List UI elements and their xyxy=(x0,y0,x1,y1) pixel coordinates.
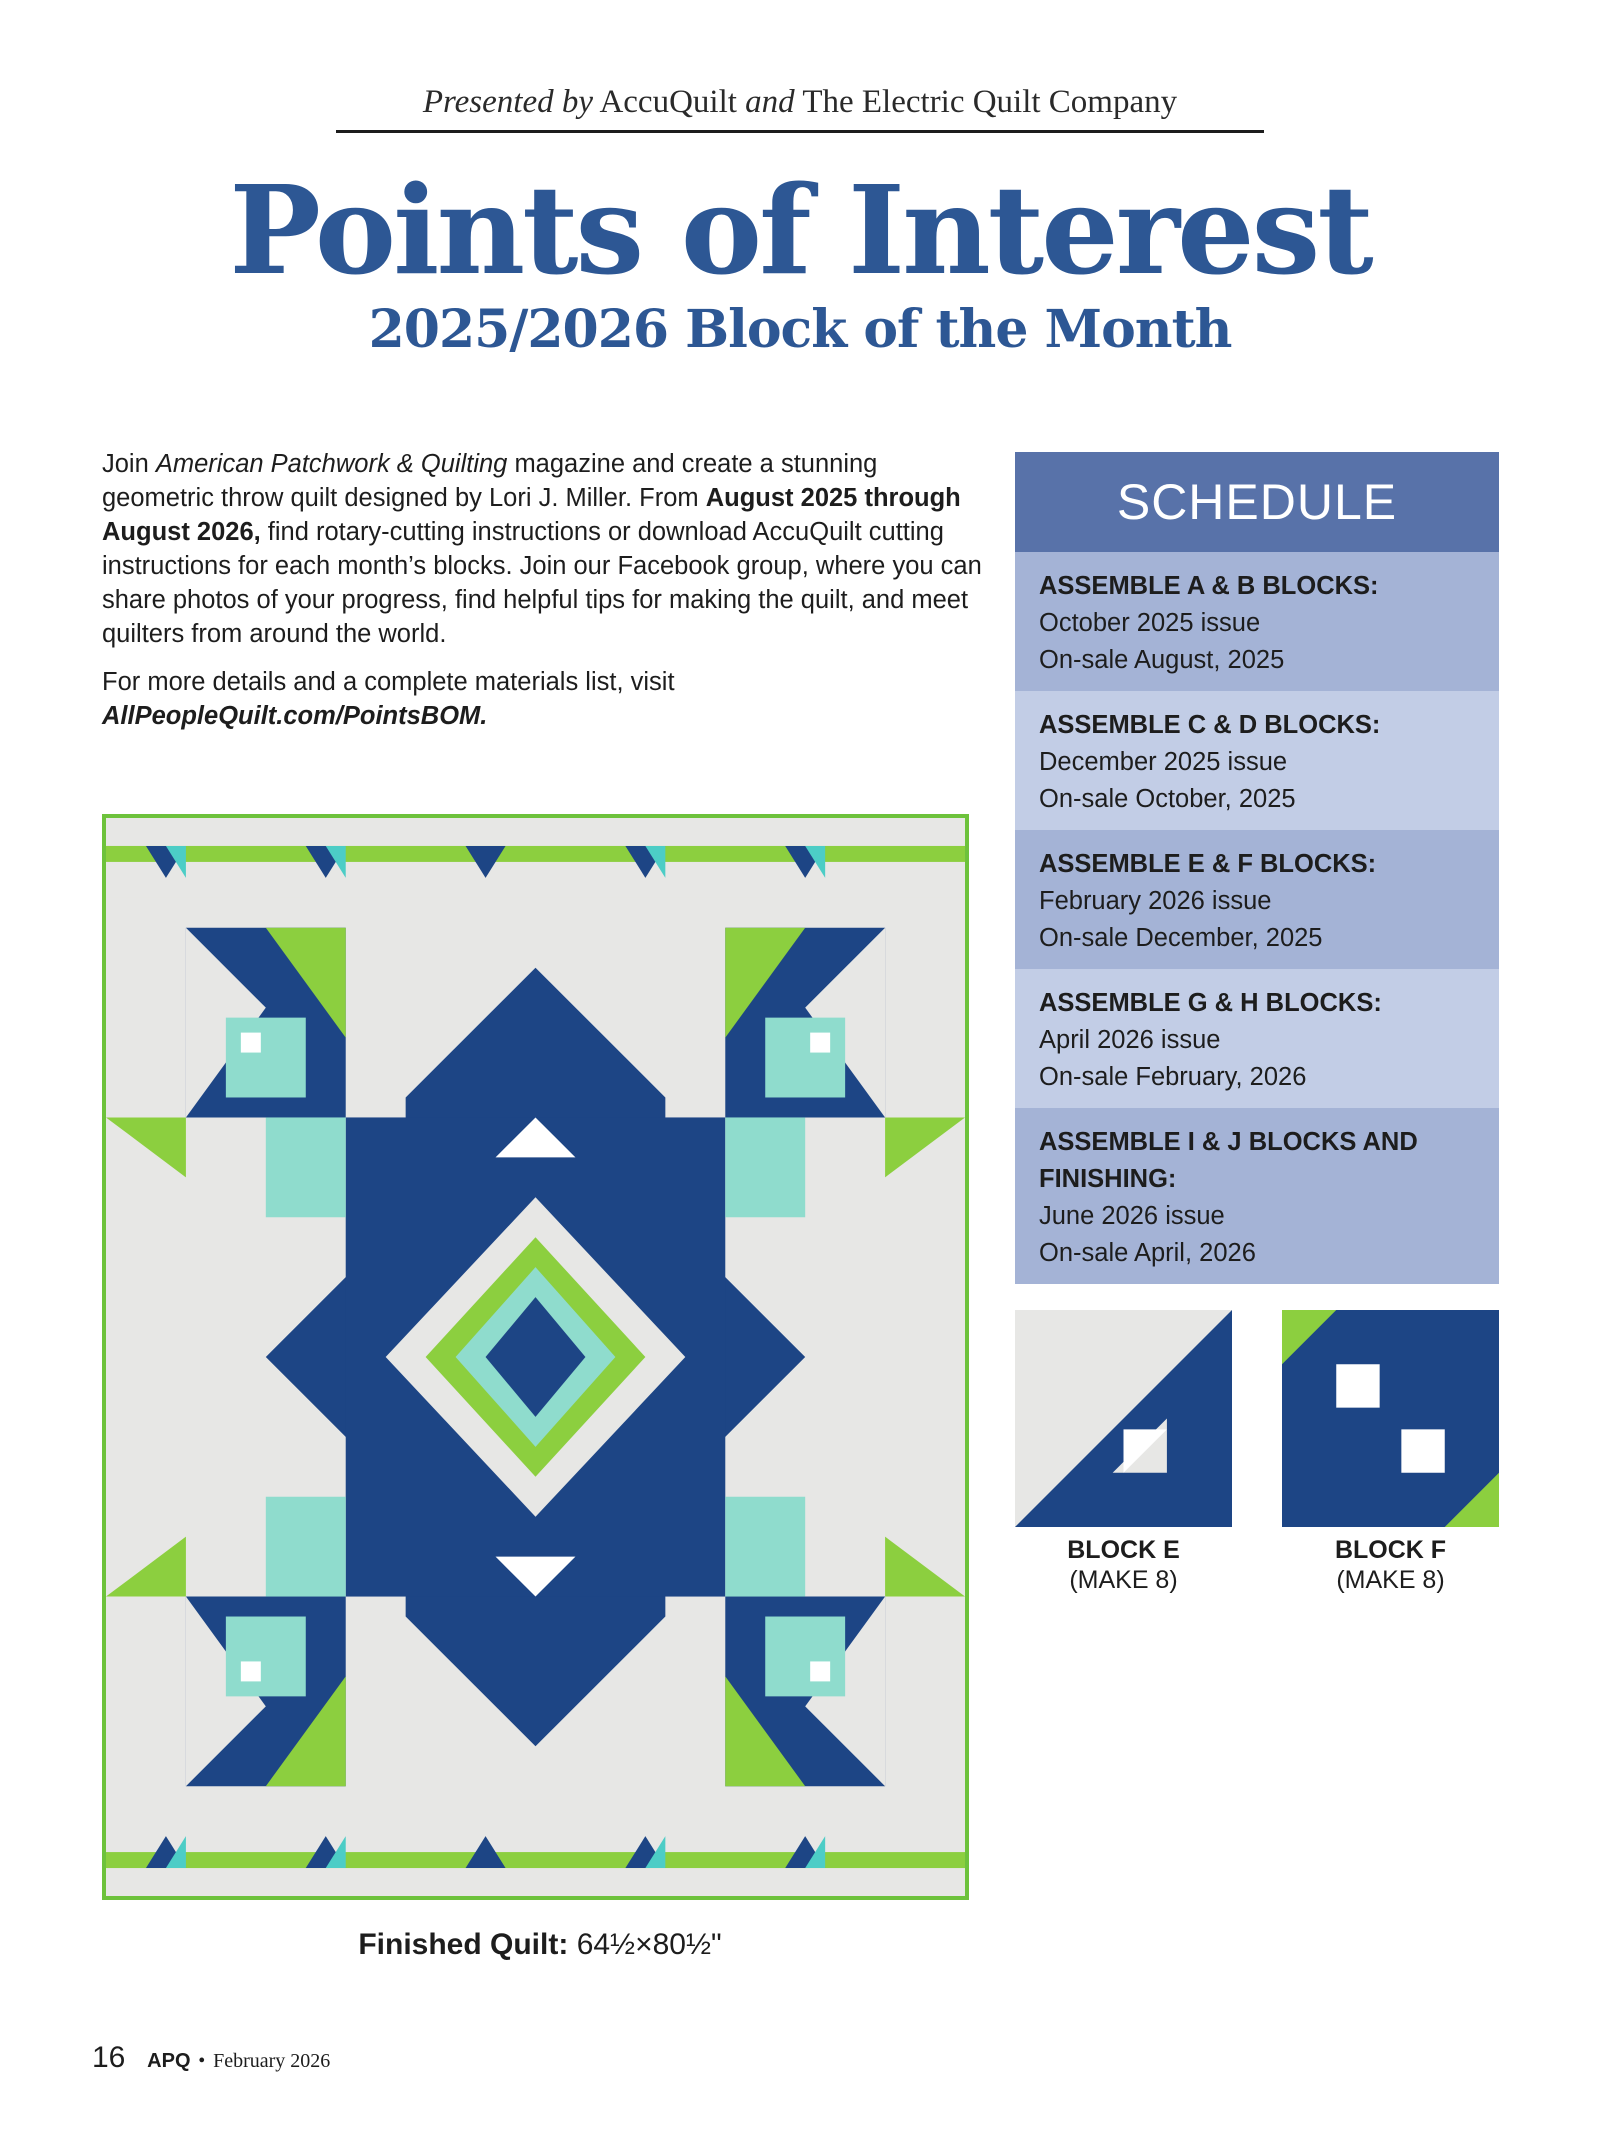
schedule-row-issue: October 2025 issue xyxy=(1039,609,1261,637)
intro-text xyxy=(102,447,982,747)
schedule-row-title: ASSEMBLE I & J BLOCKS AND FINISHING: xyxy=(1039,1128,1418,1193)
page-number: 16 xyxy=(92,2041,126,2074)
page-title: Points of Interest xyxy=(229,158,1371,302)
schedule-row-onsale: On-sale December, 2025 xyxy=(1039,924,1323,952)
schedule-row-title: ASSEMBLE A & B BLOCKS: xyxy=(1039,572,1379,600)
schedule-row-title: ASSEMBLE G & H BLOCKS: xyxy=(1039,989,1382,1017)
intro-text-part: magazine and create a stunning geometric throw quilt designed by Lori J. Miller. From xyxy=(102,450,878,512)
schedule-row xyxy=(1015,830,1499,969)
schedule-row xyxy=(1015,691,1499,830)
block-e-graphic xyxy=(1015,1310,1232,1527)
schedule-row-title: ASSEMBLE E & F BLOCKS: xyxy=(1039,850,1377,878)
block-f-graphic xyxy=(1282,1310,1499,1527)
sponsor-accuquilt: AccuQuilt xyxy=(599,84,737,120)
caption-label: Finished Quilt: xyxy=(358,1928,569,1961)
schedule-row xyxy=(1015,552,1499,691)
schedule-row-title: ASSEMBLE C & D BLOCKS: xyxy=(1039,711,1381,739)
details-paragraph xyxy=(102,665,982,733)
block-f-image xyxy=(1282,1310,1499,1527)
block-e-name: BLOCK E xyxy=(1067,1536,1180,1564)
block-f-make: (MAKE 8) xyxy=(1336,1566,1445,1594)
schedule-panel xyxy=(1015,452,1499,1284)
caption-size: 64½×80½" xyxy=(576,1928,722,1961)
page-subtitle: 2025/2026 Block of the Month xyxy=(368,299,1232,360)
details-link[interactable]: AllPeopleQuilt.com/PointsBOM. xyxy=(102,702,488,730)
block-e-make: (MAKE 8) xyxy=(1069,1566,1178,1594)
footer-bullet: • xyxy=(198,2050,206,2072)
intro-text-part: Join xyxy=(102,450,156,478)
magazine-name: American Patchwork & Quilting xyxy=(155,450,508,478)
quilt-photo xyxy=(102,814,969,1900)
schedule-row-issue: April 2026 issue xyxy=(1039,1026,1221,1054)
date-range: August 2025 through August 2026, xyxy=(102,484,961,546)
schedule-row xyxy=(1015,969,1499,1108)
block-e-label xyxy=(1015,1535,1232,1595)
block-e-image xyxy=(1015,1310,1232,1527)
schedule-row xyxy=(1015,1108,1499,1284)
schedule-row-onsale: On-sale April, 2026 xyxy=(1039,1239,1256,1267)
schedule-row-onsale: On-sale February, 2026 xyxy=(1039,1063,1307,1091)
presented-by-line xyxy=(336,80,1264,133)
schedule-row-issue: December 2025 issue xyxy=(1039,748,1288,776)
block-f-name: BLOCK F xyxy=(1334,1536,1447,1564)
schedule-row-issue: February 2026 issue xyxy=(1039,887,1272,915)
schedule-row-onsale: On-sale August, 2025 xyxy=(1039,646,1285,674)
details-text: For more details and a complete materials list, visit xyxy=(102,668,675,696)
presented-by-label: Presented by xyxy=(422,84,593,120)
schedule-row-issue: June 2026 issue xyxy=(1039,1202,1225,1230)
schedule-heading: SCHEDULE xyxy=(1015,452,1499,552)
quilt-image xyxy=(106,818,965,1896)
schedule-row-onsale: On-sale October, 2025 xyxy=(1039,785,1296,813)
footer-issue: February 2026 xyxy=(213,2050,331,2072)
page-footer xyxy=(92,2040,330,2079)
sponsor-electric-quilt: The Electric Quilt Company xyxy=(802,84,1178,120)
intro-paragraph xyxy=(102,447,982,651)
intro-text-part: find rotary-cutting instructions or download AccuQuilt cutting instructions for each month’s blocks. Join our Facebook group, where you can share photos of your progress, find helpful tips for making the quilt, and meet quilters from around the world. xyxy=(102,518,982,648)
footer-magazine: APQ xyxy=(147,2050,191,2072)
block-f-label xyxy=(1282,1535,1499,1595)
and-word: and xyxy=(745,84,795,120)
finished-quilt-caption xyxy=(200,1925,880,1965)
